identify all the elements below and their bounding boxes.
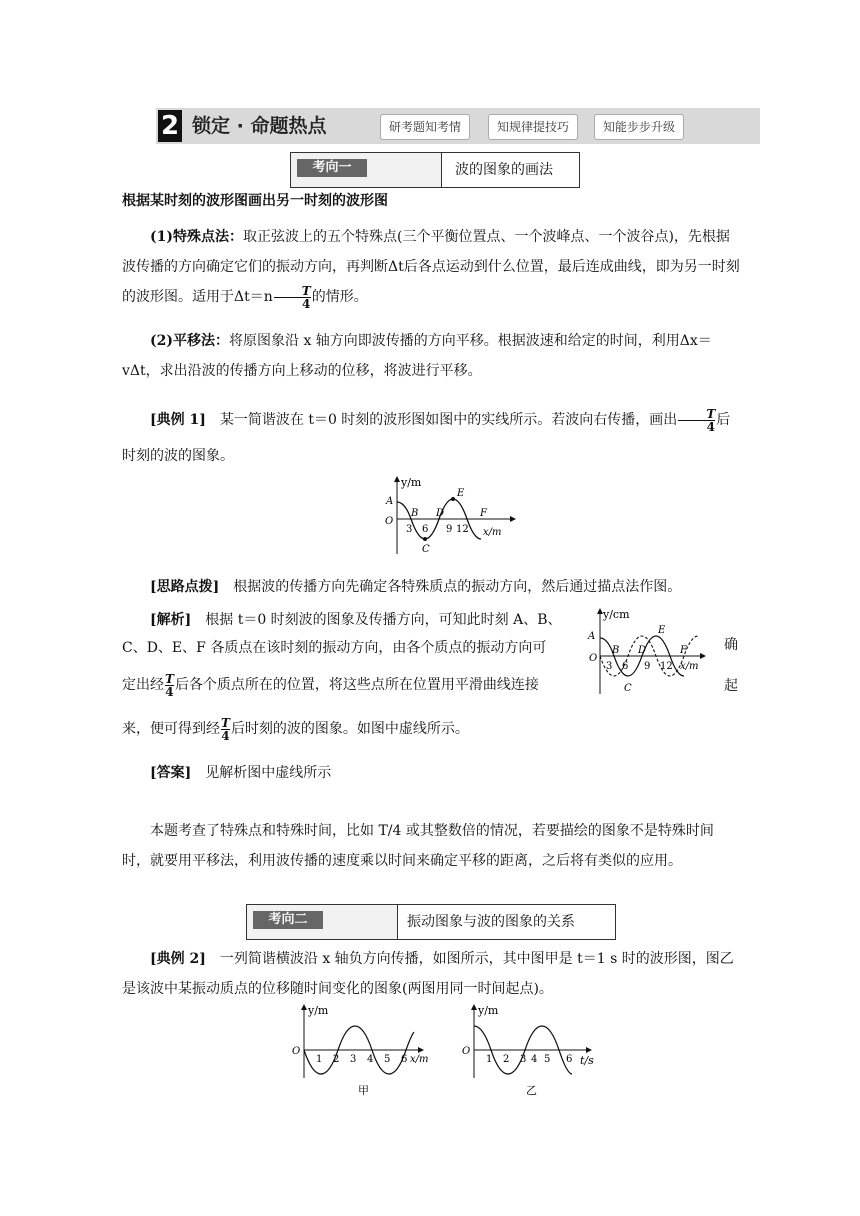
svg-text:x/m: x/m (680, 661, 699, 672)
example-2-problem: [典例 2] 一列简谐横波沿 x 轴负方向传播，如图所示，其中图甲是 t＝1 s 时的波形图，图乙是该波中某振动质点的位移随时间变化的图象(两图用同一时间起点)。 (122, 951, 734, 997)
graph1-tick: 9 (446, 524, 453, 535)
graph-yi-caption: 乙 (526, 1084, 537, 1096)
svg-text:A: A (588, 631, 596, 642)
svg-text:6: 6 (622, 661, 629, 672)
svg-text:2: 2 (333, 1054, 340, 1065)
example-1-solution-line3: 来，便可得到经 $\frac{T}{4}$ 后时刻的波的图象。如图中虚线所示。 (122, 715, 469, 743)
tab-research-exam[interactable]: 研考题知考情 (380, 114, 470, 140)
svg-text:2: 2 (503, 1054, 510, 1065)
example-1-answer: [答案] 见解析图中虚线所示 (150, 765, 332, 781)
point-label: F (480, 508, 487, 519)
topic-tag-title: 波的图象的画法 (455, 162, 553, 178)
svg-text:O: O (589, 653, 598, 664)
point-label: A (386, 496, 394, 507)
tab-learn-rules[interactable]: 知规律提技巧 (488, 114, 578, 140)
svg-text:C: C (624, 683, 632, 694)
tab-step-upgrade[interactable]: 知能步步升级 (594, 114, 684, 140)
wave-graph-solution (582, 606, 722, 698)
svg-text:t/s: t/s (580, 1054, 594, 1067)
svg-text:4: 4 (531, 1054, 538, 1065)
section-number: 2 (158, 110, 182, 142)
point-label: D (436, 508, 445, 519)
svg-text:y/m: y/m (308, 1004, 329, 1017)
paragraph-translation: (2)平移法：将原图象沿 x 轴方向即波传播的方向平移。根据波速和给定的时间，利用Δx＝vΔt，求出沿波的传播方向上移动的位移，将波进行平移。 (122, 333, 712, 379)
wave-graph-1 (370, 474, 530, 560)
svg-text:3: 3 (350, 1054, 357, 1065)
svg-text:6: 6 (401, 1054, 408, 1065)
svg-text:1: 1 (486, 1054, 493, 1065)
example-1-problem: [典例 1] 某一简谐波在 t＝0 时刻的波形图如图中的实线所示。若波向右传播，画出 $\frac{T}{4}$ 后时刻的波的图象。 (122, 406, 731, 464)
svg-text:x/m: x/m (410, 1054, 429, 1065)
graph1-xlabel: x/m (483, 527, 502, 538)
svg-text:4: 4 (367, 1054, 374, 1065)
point-label: B (411, 508, 419, 519)
example-1-solution-line1: [解析] 根据 t＝0 时刻波的图象及传播方向，可知此时刻 A、B、C、D、E、F 各质点在该时刻的振动方向，由各个质点的振动方向可 (122, 612, 562, 656)
svg-text:D: D (638, 645, 647, 656)
graph-sol-ylabel: y/cm (603, 608, 630, 621)
section-title: 锁定 · 命题热点 (192, 115, 327, 137)
section-heading: 根据某时刻的波形图画出另一时刻的波形图 (122, 193, 388, 209)
svg-text:y/m: y/m (478, 1004, 499, 1017)
point-label: E (457, 488, 465, 499)
svg-text:6: 6 (566, 1054, 573, 1065)
svg-text:9: 9 (644, 661, 651, 672)
svg-text:5: 5 (384, 1054, 391, 1065)
graph1-tick: 6 (422, 524, 429, 535)
svg-text:F: F (680, 645, 687, 656)
topic-tag-2 (246, 904, 616, 940)
example-1-hint: [思路点拨] 根据波的传播方向先确定各特殊质点的振动方向，然后通过描点法作图。 (150, 579, 682, 595)
section-header-banner (156, 108, 760, 144)
topic-tag-label: 考向一 (297, 159, 367, 177)
graph1-origin: O (385, 516, 394, 527)
point-label: C (422, 544, 430, 555)
wave-graph-jia (286, 1004, 436, 1096)
svg-text:O: O (292, 1046, 301, 1057)
svg-text:O: O (462, 1046, 471, 1057)
graph1-tick: 3 (406, 524, 413, 535)
svg-text:3: 3 (520, 1054, 527, 1065)
svg-text:B: B (612, 645, 620, 656)
graph-jia-caption: 甲 (358, 1084, 369, 1096)
graph1-ylabel: y/m (401, 476, 422, 489)
example-1-solution-line2: 定出经 $\frac{T}{4}$ 后各个质点所在的位置，将这些点所在位置用平滑曲线连接 (122, 671, 539, 699)
topic-tag-title: 振动图象与波的图象的关系 (407, 914, 575, 930)
svg-text:12: 12 (660, 661, 673, 672)
svg-text:1: 1 (316, 1054, 323, 1065)
wave-graph-yi (456, 1004, 606, 1096)
solution-right-char: 起 (724, 678, 738, 694)
graph1-tick: 12 (456, 524, 469, 535)
paragraph-special-points: (1)特殊点法：取正弦波上的五个特殊点(三个平衡位置点、一个波峰点、一个波谷点)，先根据波传播的方向确定它们的振动方向，再判断Δt后各点运动到什么位置，最后连成曲线，即为另一时刻的波形图。适用于Δt＝n $\frac{T}{4}$ 的情形。 (122, 229, 740, 311)
svg-text:E: E (658, 625, 666, 636)
topic-tag-1 (290, 152, 580, 188)
topic-tag-label: 考向二 (253, 911, 323, 929)
svg-text:3: 3 (606, 661, 613, 672)
svg-text:5: 5 (544, 1054, 551, 1065)
summary-paragraph: 本题考查了特殊点和特殊时间，比如 T/4 或其整数倍的情况，若要描绘的图象不是特殊时间时，就要用平移法，利用波传播的速度乘以时间来确定平移的距离，之后将有类似的应用。 (122, 823, 714, 869)
solution-right-char: 确 (724, 637, 738, 653)
